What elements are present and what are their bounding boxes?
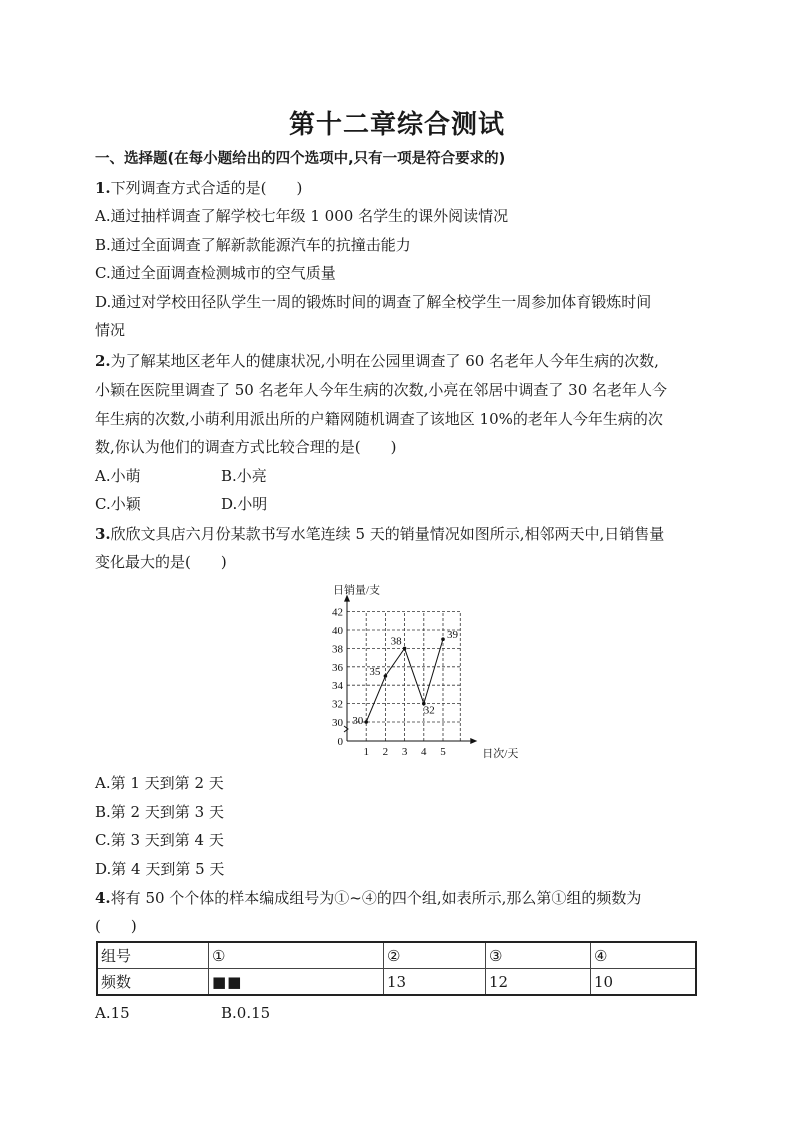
question-stem-line-3: 年生病的次数,小萌利用派出所的户籍网随机调查了该地区 10%的老年人今年生病的次: [95, 410, 663, 428]
question-number: 2.: [95, 352, 111, 370]
question-1: [95, 178, 302, 198]
y-tick-label: 40: [332, 625, 343, 637]
question-stem-line-2: ( ): [95, 917, 137, 935]
data-label: 35: [369, 666, 381, 678]
question-2: [95, 351, 659, 371]
q3-option-b: B.第 2 天到第 3 天: [95, 803, 224, 821]
x-tick-label: 5: [440, 746, 446, 758]
y-tick-label: 32: [332, 698, 343, 711]
question-stem-line-4: 数,你认为他们的调查方式比较合理的是( ): [95, 438, 397, 456]
table-cell: ③: [486, 942, 591, 969]
page-title: 第十二章综合测试: [288, 110, 505, 140]
table-cell: 13: [384, 969, 486, 996]
table-cell: 12: [486, 969, 591, 996]
data-label: 32: [423, 704, 435, 717]
question-4: [95, 888, 641, 908]
data-point: [384, 674, 388, 678]
q1-option-d-continued: 情况: [95, 321, 126, 339]
x-tick-label: 1: [363, 746, 369, 758]
question-number: 3.: [95, 525, 111, 543]
q1-option-d: D.通过对学校田径队学生一周的锻炼时间的调查了解全校学生一周参加体育锻炼时间: [95, 293, 652, 311]
table-cell: 频数: [97, 969, 209, 996]
section-heading: 一、选择题(在每小题给出的四个选项中,只有一项是符合要求的): [95, 151, 506, 167]
table-cell: ■■: [209, 969, 384, 996]
y-tick-label: 42: [332, 606, 343, 619]
data-label: 30: [352, 715, 364, 727]
q3-option-a: A.第 1 天到第 2 天: [95, 774, 224, 792]
table-cell: 10: [591, 969, 697, 996]
y-tick-label: 36: [332, 661, 343, 674]
y-axis-title: 日销量/支: [333, 584, 381, 597]
question-stem-line-2: 小颖在医院里调查了 50 名老年人今年生病的次数,小亮在邻居中调查了 30 名老年人今: [95, 381, 668, 399]
table-cell: ①: [209, 942, 384, 969]
data-point: [364, 720, 368, 724]
q2-option-a: A.小萌: [95, 467, 141, 485]
y-tick-label: 34: [332, 680, 343, 693]
table-cell: ④: [591, 942, 697, 969]
question-stem-line-1: 欣欣文具店六月份某款书写水笔连续 5 天的销量情况如图所示,相邻两天中,日销售量: [110, 525, 665, 543]
data-point: [441, 637, 445, 641]
x-tick-label: 2: [382, 746, 389, 758]
q2-option-b: B.小亮: [221, 467, 267, 485]
q1-option-b: B.通过全面调查了解新款能源汽车的抗撞击能力: [95, 236, 411, 254]
data-point: [403, 647, 407, 651]
question-stem-line-2: 变化最大的是( ): [95, 553, 227, 571]
x-tick-label: 3: [401, 746, 408, 758]
question-stem-line-1: 将有 50 个个体的样本编成组号为①~④的四个组,如表所示,那么第①组的频数为: [110, 889, 642, 907]
table-cell: ②: [384, 942, 486, 969]
question-3: [95, 524, 664, 544]
data-label: 38: [390, 635, 402, 648]
q3-option-c: C.第 3 天到第 4 天: [95, 831, 224, 849]
q1-option-a: A.通过抽样调查了解学校七年级 1 000 名学生的课外阅读情况: [95, 207, 509, 225]
y-tick-label: 38: [332, 643, 343, 656]
x-axis-title: 日次/天: [482, 748, 519, 760]
q4-option-a: A.15: [95, 1004, 130, 1022]
question-number: 1.: [95, 179, 111, 197]
q2-option-d: D.小明: [221, 495, 268, 513]
q1-option-c: C.通过全面调查检测城市的空气质量: [95, 264, 336, 282]
question-stem: 下列调查方式合适的是( ): [110, 179, 303, 197]
question-number: 4.: [95, 889, 111, 907]
sales-line-chart: [300, 584, 519, 764]
table-cell: 组号: [97, 942, 209, 969]
table-row: [97, 942, 696, 969]
q3-option-d: D.第 4 天到第 5 天: [95, 860, 225, 878]
x-axis-arrow: [470, 738, 477, 744]
q2-option-c: C.小颖: [95, 495, 141, 513]
frequency-table: [96, 941, 697, 996]
x-tick-label: 4: [421, 746, 427, 758]
q4-option-b: B.0.15: [221, 1004, 271, 1022]
question-stem-line-1: 为了解某地区老年人的健康状况,小明在公园里调查了 60 名老年人今年生病的次数,: [110, 352, 659, 370]
y-tick-label: 30: [332, 717, 343, 729]
table-row: [97, 969, 696, 996]
data-label: 39: [447, 629, 458, 642]
y-tick-label: 0: [337, 736, 343, 748]
